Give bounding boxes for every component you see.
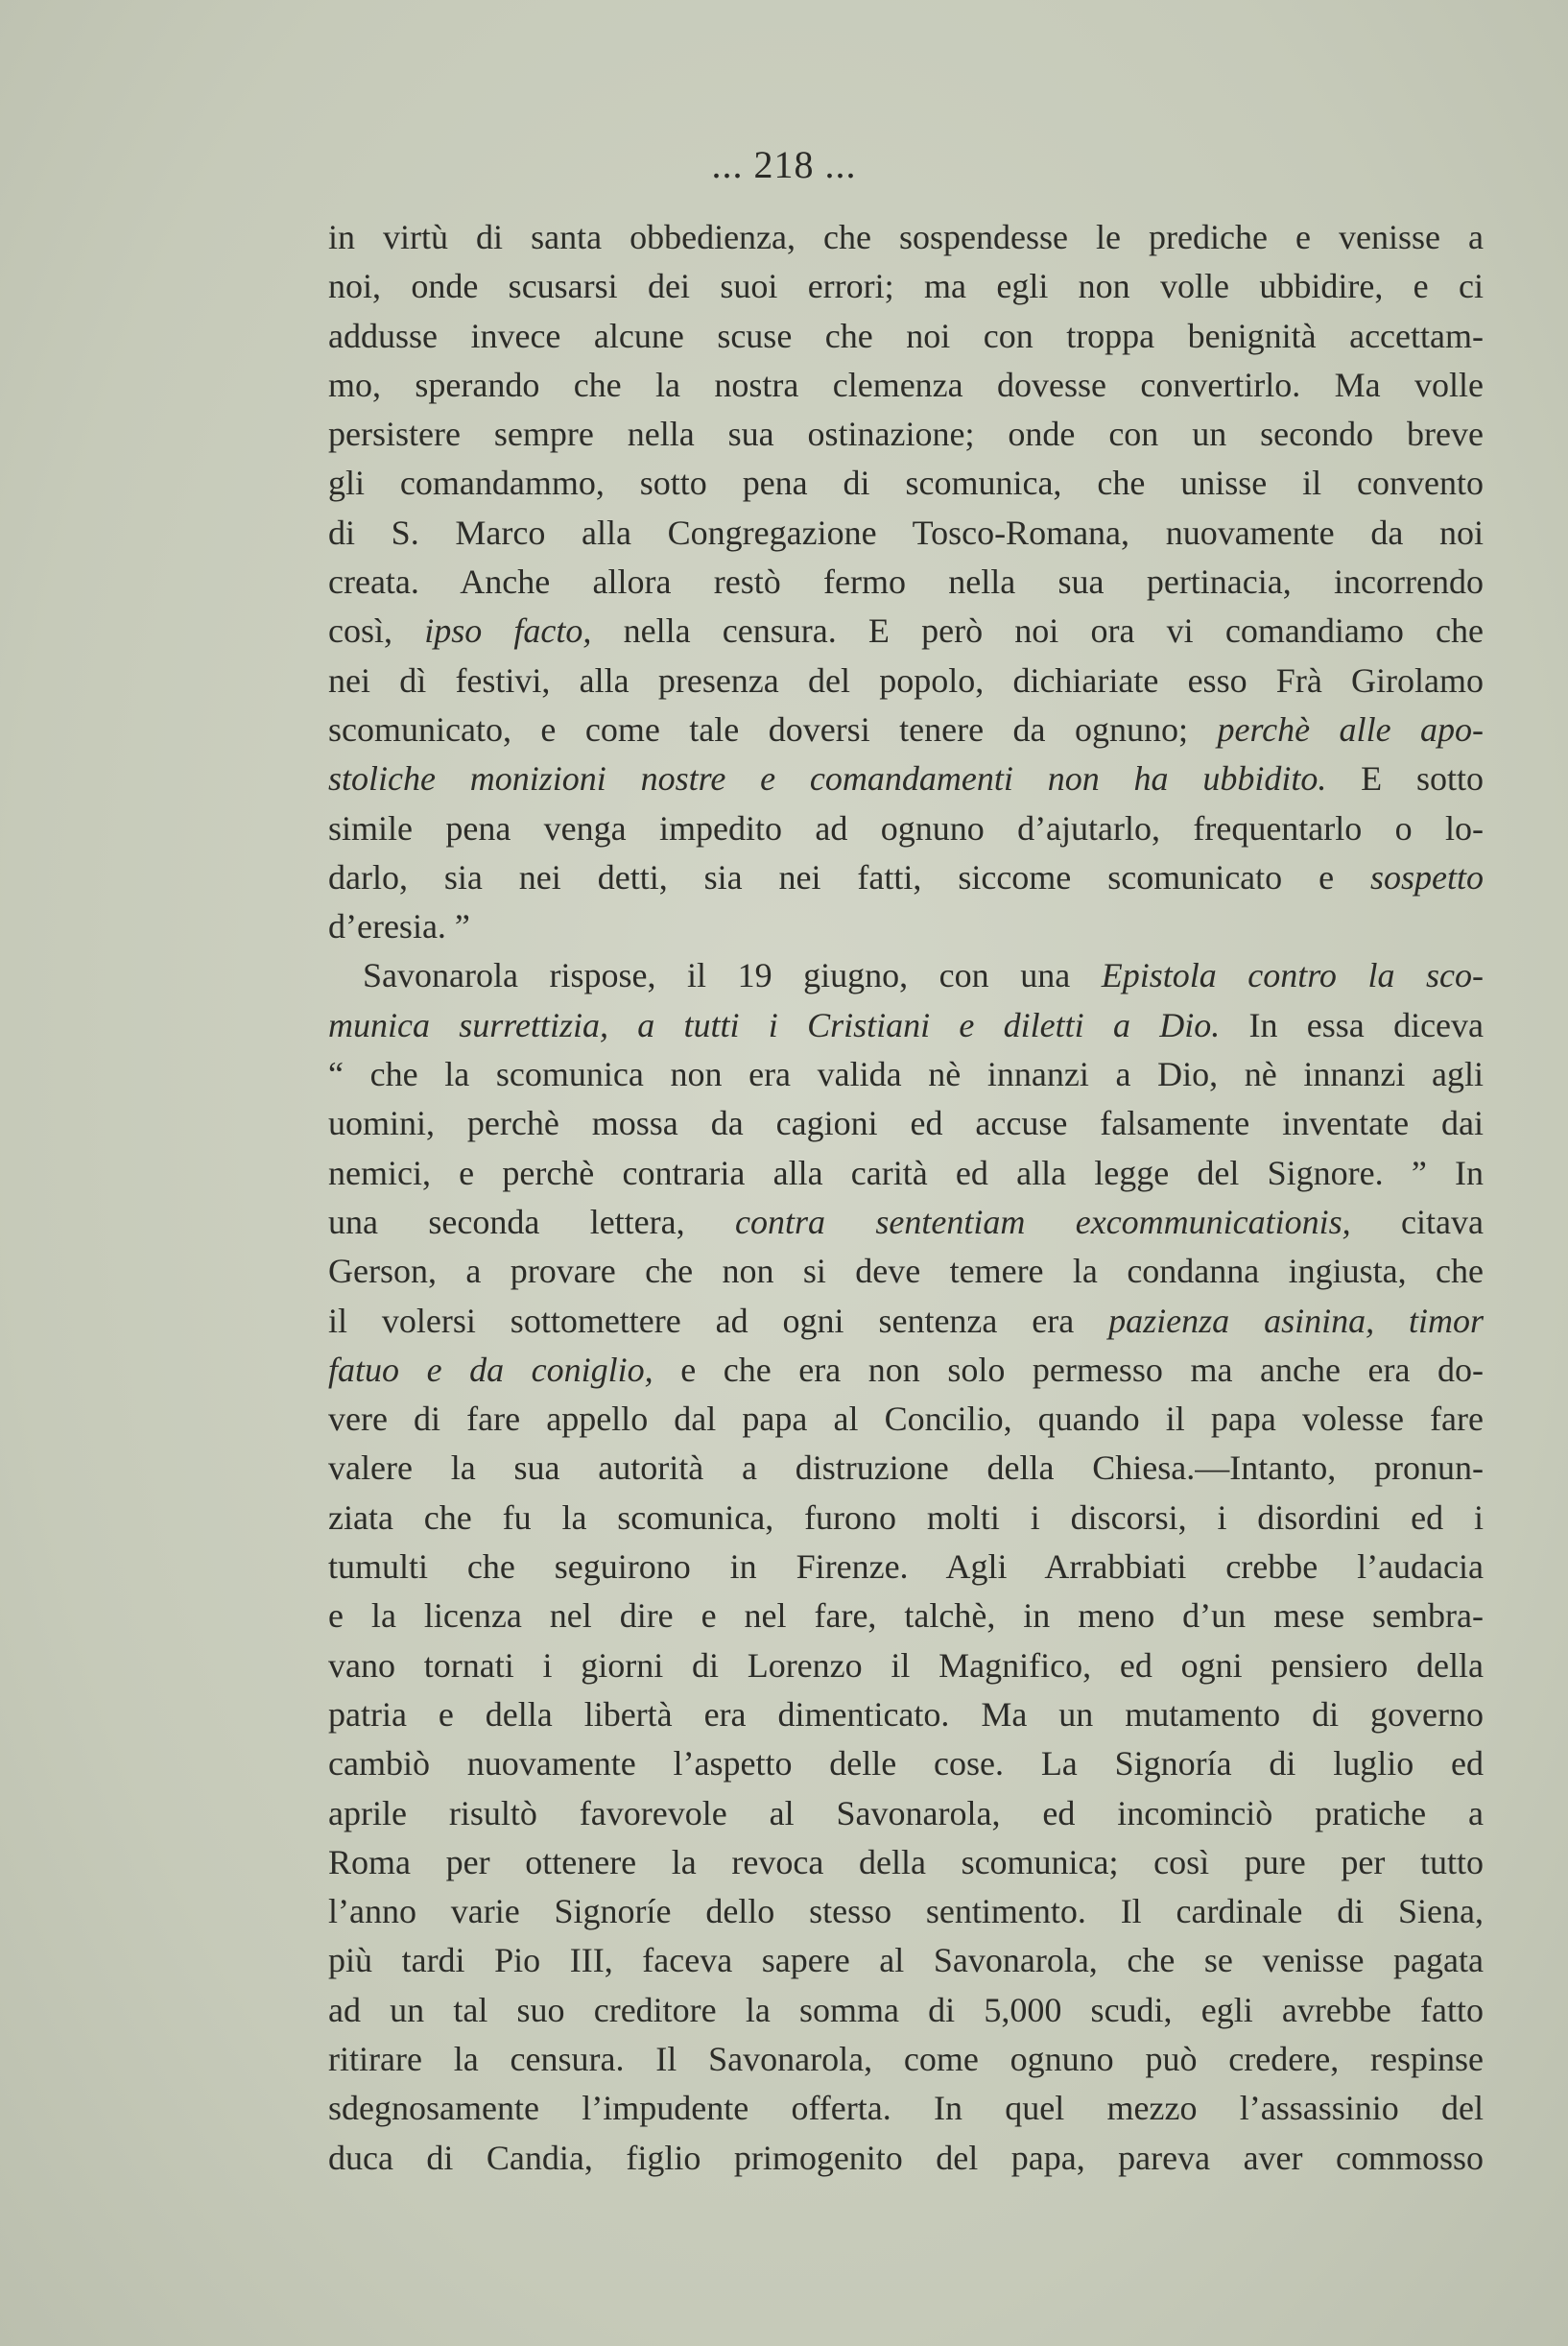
text-line xyxy=(328,1444,1484,1493)
text-segment: patria e della libertà era dimenticato. Ma un mutamento di governo xyxy=(328,1694,1484,1734)
text-segment: nella censura. E però noi ora vi comandiamo che xyxy=(591,611,1484,651)
text-segment: uomini, perchè mossa da cagioni ed accuse falsamente inventate dai xyxy=(328,1104,1484,1143)
text-line xyxy=(328,2134,1484,2183)
italic-text: pazienza asinina, timor xyxy=(1108,1301,1485,1340)
italic-text: contra sententiam excommunicationis, xyxy=(735,1202,1351,1241)
text-segment: nemici, e perchè contraria alla carità ed alla legge del Signore. ” In xyxy=(328,1153,1484,1192)
text-line xyxy=(328,657,1484,706)
text-line xyxy=(328,1149,1484,1198)
text-segment: di S. Marco alla Congregazione Tosco-Romana, nuovamente da noi xyxy=(328,513,1484,552)
page-number: ... 218 ... xyxy=(711,143,857,186)
text-line xyxy=(328,1690,1484,1739)
text-line xyxy=(328,1887,1484,1936)
text-segment: una seconda lettera, xyxy=(328,1202,736,1241)
text-line xyxy=(328,1346,1484,1395)
text-segment: scomunicato, e come tale doversi tenere da ognuno; xyxy=(328,709,1218,749)
text-line xyxy=(328,1986,1484,2035)
italic-text: perchè alle apo- xyxy=(1217,709,1484,749)
text-line xyxy=(328,607,1484,656)
text-line xyxy=(328,1297,1484,1346)
text-segment: cambiò nuovamente l’aspetto delle cose. La Signoría di luglio ed xyxy=(328,1744,1484,1783)
text-line xyxy=(328,1789,1484,1838)
italic-text: stoliche monizioni nostre e comandamenti non ha ubbidito. xyxy=(328,759,1327,799)
text-line xyxy=(328,804,1484,853)
text-segment: vere di fare appello dal papa al Concilio, quando il papa volesse fare xyxy=(328,1400,1484,1439)
text-segment: duca di Candia, figlio primogenito del papa, pareva aver commosso xyxy=(328,2138,1484,2177)
text-line xyxy=(328,1395,1484,1444)
text-segment: persistere sempre nella sua ostinazione; onde con un secondo breve xyxy=(328,415,1484,454)
text-line xyxy=(328,312,1484,361)
text-segment: vano tornati i giorni di Lorenzo il Magnifico, ed ogni pensiero della xyxy=(328,1645,1484,1685)
text-line xyxy=(328,1936,1484,1985)
text-segment: aprile risultò favorevole al Savonarola, ed incominciò pratiche a xyxy=(328,1793,1484,1832)
text-line xyxy=(328,1641,1484,1690)
text-line xyxy=(328,1247,1484,1296)
text-line xyxy=(328,754,1484,803)
text-line xyxy=(328,509,1484,558)
text-line xyxy=(328,361,1484,410)
text-segment: più tardi Pio III, faceva sapere al Savonarola, che se venisse pagata xyxy=(328,1941,1484,1980)
text-segment: ritirare la censura. Il Savonarola, come ognuno può credere, respinse xyxy=(328,2039,1484,2078)
text-line xyxy=(328,1838,1484,1887)
text-line xyxy=(328,2084,1484,2133)
text-segment: mo, sperando che la nostra clemenza dovesse convertirlo. Ma volle xyxy=(328,365,1484,404)
text-line xyxy=(328,853,1484,902)
text-line xyxy=(328,2035,1484,2084)
text-segment: simile pena venga impedito ad ognuno d’ajutarlo, frequentarlo o lo- xyxy=(328,808,1484,848)
text-segment: noi, onde scusarsi dei suoi errori; ma egli non volle ubbidire, e ci xyxy=(328,267,1484,306)
text-line xyxy=(328,213,1484,262)
text-line xyxy=(328,262,1484,311)
text-line xyxy=(328,1001,1484,1050)
text-line xyxy=(328,1494,1484,1543)
text-segment: nei dì festivi, alla presenza del popolo, dichiariate esso Frà Girolamo xyxy=(328,660,1484,700)
text-line xyxy=(328,459,1484,508)
text-segment: Gerson, a provare che non si deve temere la condanna ingiusta, che xyxy=(328,1252,1484,1291)
italic-text: fatuo e da coniglio, xyxy=(328,1350,653,1389)
italic-text: munica surrettizia, a tutti i Cristiani e diletti a Dio. xyxy=(328,1005,1221,1044)
text-line xyxy=(328,1050,1484,1099)
text-line xyxy=(328,1198,1484,1247)
italic-text: ipso facto, xyxy=(424,611,592,651)
text-line xyxy=(328,410,1484,459)
text-segment: addusse invece alcune scuse che noi con troppa benignità accettam- xyxy=(328,316,1484,355)
text-segment: Savonarola rispose, il 19 giugno, con una xyxy=(363,956,1102,995)
text-segment: citava xyxy=(1350,1202,1484,1241)
text-segment: e la licenza nel dire e nel fare, talchè, in meno d’un mese sembra- xyxy=(328,1596,1484,1636)
italic-text: Epistola contro la sco- xyxy=(1101,956,1484,995)
text-segment: In essa diceva xyxy=(1220,1005,1485,1044)
text-segment: l’anno varie Signoríe dello stesso sentimento. Il cardinale di Siena, xyxy=(328,1892,1484,1931)
text-line xyxy=(328,951,1484,1000)
text-segment: ad un tal suo creditore la somma di 5,000 scudi, egli avrebbe fatto xyxy=(328,1990,1484,2029)
text-segment: tumulti che seguirono in Firenze. Agli Arrabbiati crebbe l’audacia xyxy=(328,1547,1484,1587)
text-segment: il volersi sottomettere ad ogni sentenza era xyxy=(328,1301,1109,1340)
italic-text: sospetto xyxy=(1369,857,1484,897)
text-segment: creata. Anche allora restò fermo nella sua pertinacia, incorrendo xyxy=(328,563,1484,602)
text-segment: valere la sua autorità a distruzione della Chiesa.—Intanto, pronun- xyxy=(328,1448,1484,1488)
text-line xyxy=(328,706,1484,754)
text-line xyxy=(328,1543,1484,1592)
text-segment: Roma per ottenere la revoca della scomunica; così pure per tutto xyxy=(328,1842,1484,1881)
text-line xyxy=(328,558,1484,607)
text-segment: d’eresia. ” xyxy=(328,907,470,946)
text-segment: darlo, sia nei detti, sia nei fatti, siccome scomunicato e xyxy=(328,857,1370,897)
text-segment: ziata che fu la scomunica, furono molti i discorsi, i disordini ed i xyxy=(328,1497,1484,1537)
body-text xyxy=(328,213,1484,2183)
text-line xyxy=(328,902,1484,951)
text-segment: così, xyxy=(328,611,425,651)
text-segment: sdegnosamente l’impudente offerta. In quel mezzo l’assassinio del xyxy=(328,2089,1484,2128)
text-segment: gli comandammo, sotto pena di scomunica, che unisse il convento xyxy=(328,464,1484,503)
text-segment: e che era non solo permesso ma anche era do- xyxy=(653,1350,1484,1389)
text-line xyxy=(328,1592,1484,1640)
text-segment: E sotto xyxy=(1326,759,1484,799)
text-line xyxy=(328,1739,1484,1788)
text-segment: in virtù di santa obbedienza, che sospendesse le prediche e venisse a xyxy=(328,218,1484,256)
text-segment: “ che la scomunica non era valida nè innanzi a Dio, nè innanzi agli xyxy=(328,1055,1484,1094)
text-line xyxy=(328,1099,1484,1148)
